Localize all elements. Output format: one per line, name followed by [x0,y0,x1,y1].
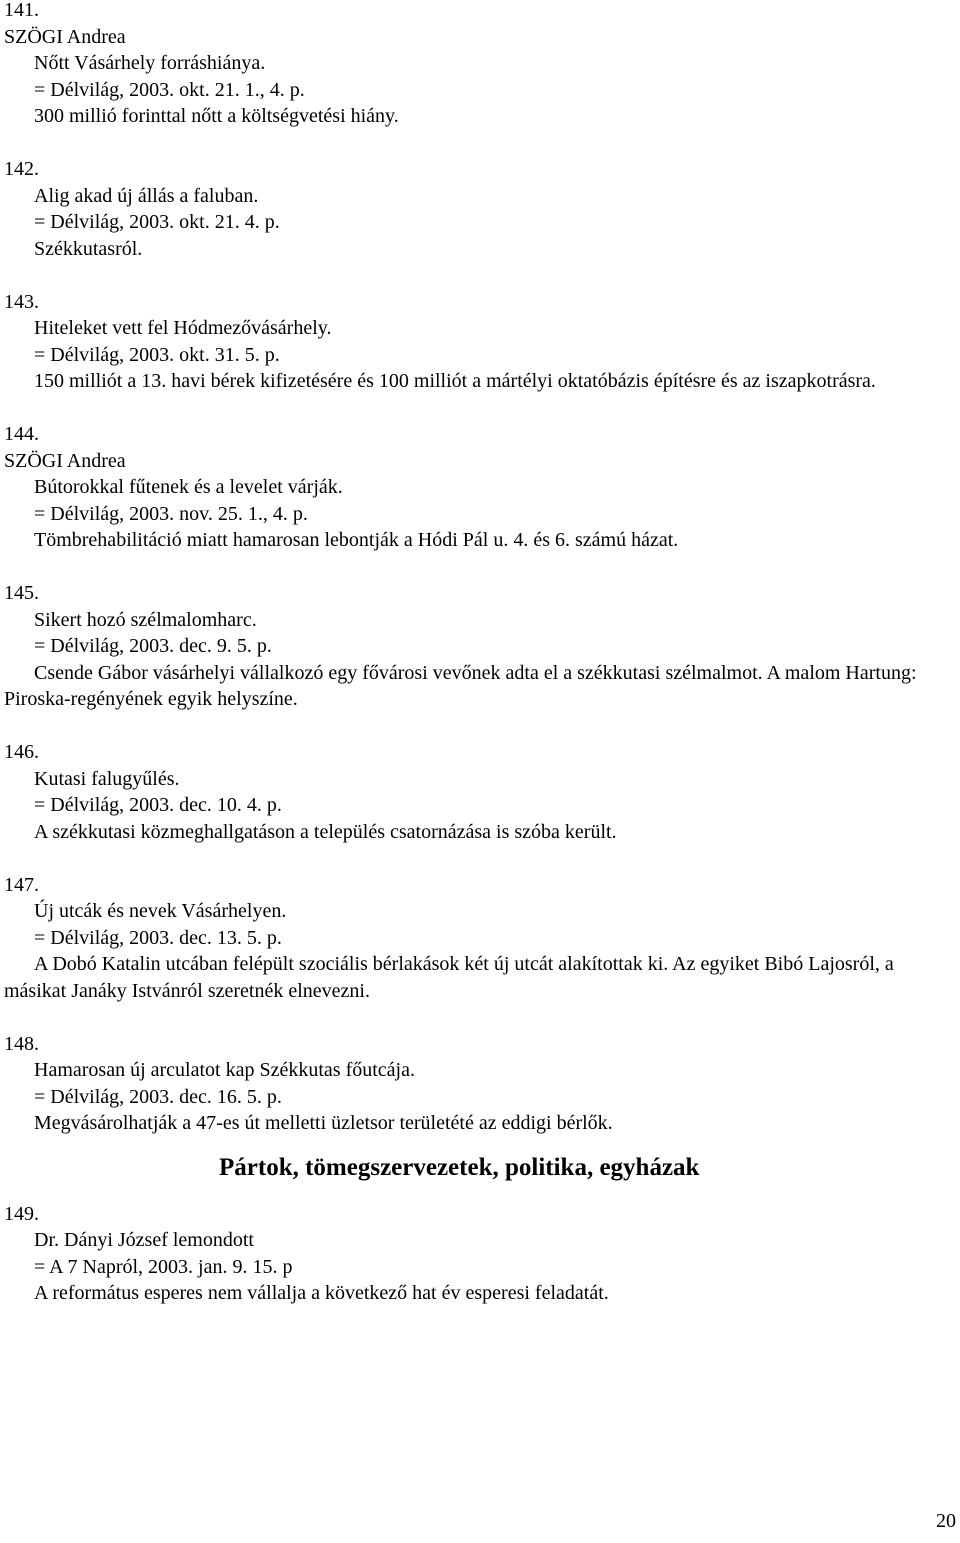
bibliography-entry-146 [4,739,934,845]
entry-source: = Délvilág, 2003. okt. 31. 5. p. [34,343,280,366]
bibliography-entry-149 [4,1201,934,1307]
entry-number: 143. [4,290,39,313]
entry-number: 148. [4,1032,39,1055]
entry-note: 300 millió forinttal nőtt a költségvetési hiány. [34,105,399,127]
entry-note: A református esperes nem vállalja a következő hat év esperesi feladatát. [34,1282,609,1304]
entry-title: Bútorokkal fűtenek és a levelet várják. [34,476,343,498]
bibliography-entry-144 [4,421,934,554]
document-page [4,0,934,1333]
entry-title: Dr. Dányi József lemondott [34,1229,254,1251]
section-heading: Pártok, tömegszervezetek, politika, egyházak [219,1153,700,1181]
page-number: 20 [936,1510,956,1532]
bibliography-entry-141 [4,0,934,130]
entry-source: = Délvilág, 2003. okt. 21. 4. p. [34,211,280,233]
entry-note: Tömbrehabilitáció miatt hamarosan lebontják a Hódi Pál u. 4. és 6. számú házat. [34,529,679,551]
entry-number: 142. [4,158,39,180]
entry-source: = Délvilág, 2003. dec. 13. 5. p. [34,926,282,949]
entry-source: = A 7 Napról, 2003. jan. 9. 15. p [34,1255,293,1278]
entry-source: = Délvilág, 2003. dec. 9. 5. p. [34,635,272,657]
bibliography-entry-148 [4,1031,934,1137]
entry-title: Nőtt Vásárhely forráshiánya. [34,52,266,74]
entry-number: 149. [4,1202,39,1225]
entry-title: Alig akad új állás a faluban. [34,184,259,207]
entry-source: = Délvilág, 2003. nov. 25. 1., 4. p. [34,502,308,525]
entry-note: Csende Gábor vásárhelyi vállalkozó egy fővárosi vevőnek adta el a székkutasi szélmalmot. A malom Hartung: Piroska-regényének egyik helyszíne. [4,661,917,710]
entry-number: 141. [4,0,39,21]
entry-author: SZÖGI Andrea [4,449,126,472]
entry-number: 146. [4,741,39,763]
entry-note: A székkutasi közmeghallgatáson a település csatornázása is szóba került. [34,820,617,843]
entry-source: = Délvilág, 2003. dec. 10. 4. p. [34,794,282,816]
entry-number: 144. [4,423,39,445]
bibliography-entry-142 [4,156,934,262]
entry-title: Hamarosan új arculatot kap Székkutas főutcája. [34,1059,415,1081]
bibliography-entry-143 [4,289,934,395]
entry-title: Új utcák és nevek Vásárhelyen. [34,900,287,922]
entry-source: = Délvilág, 2003. okt. 21. 1., 4. p. [34,78,305,101]
bibliography-entry-147 [4,872,934,1005]
entry-number: 145. [4,582,39,604]
entry-note: Székkutasról. [34,237,143,260]
entry-note: Megvásárolhatják a 47-es út melletti üzletsor területété az eddigi bérlők. [34,1112,613,1134]
entry-title: Hiteleket vett fel Hódmezővásárhely. [34,317,332,339]
entry-source: = Délvilág, 2003. dec. 16. 5. p. [34,1085,282,1108]
entry-note: 150 milliót a 13. havi bérek kifizetésére és 100 milliót a mártélyi oktatóbázis építésre és az iszapkotrásra. [34,370,876,392]
entry-note: A Dobó Katalin utcában felépült szociális bérlakások két új utcát alakítottak ki. Az egyiket Bibó Lajosról, a másikat Janáky Istvánról szeretnék elnevezni. [4,953,894,1002]
entry-title: Kutasi falugyűlés. [34,767,180,790]
entry-author: SZÖGI Andrea [4,25,126,48]
entry-number: 147. [4,873,39,896]
entry-title: Sikert hozó szélmalomharc. [34,608,257,631]
bibliography-entry-145 [4,580,934,713]
